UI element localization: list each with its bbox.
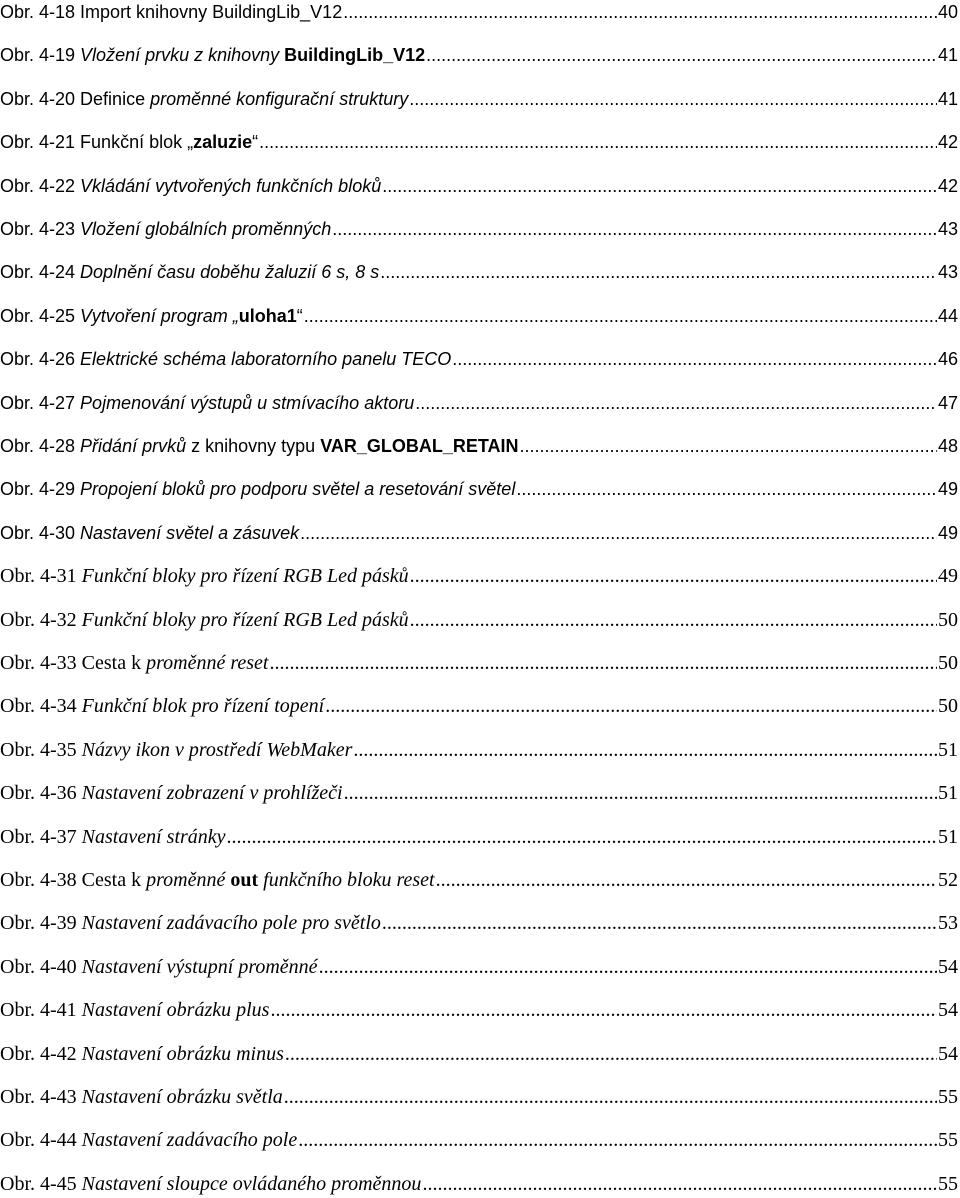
dot-leader: [415, 391, 937, 417]
figure-title-part: funkčního bloku reset: [258, 869, 435, 891]
figure-title-part: Pojmenování výstupů u stmívacího aktoru: [80, 392, 415, 413]
page-number: 49: [937, 522, 958, 543]
dot-leader: [304, 304, 937, 330]
toc-entry[interactable]: [0, 385, 958, 417]
toc-entry-text: [0, 1128, 297, 1154]
figure-title-part: Definice: [80, 88, 151, 109]
figure-title-part: Nastavení stránky: [81, 825, 226, 848]
page-number: 55: [938, 1129, 958, 1152]
toc-entry[interactable]: [0, 298, 958, 330]
toc-entry[interactable]: [0, 992, 958, 1024]
toc-entry-text: [0, 825, 226, 851]
toc-entry-text: [0, 347, 451, 373]
toc-entry-text: [0, 521, 299, 547]
figure-title: [82, 1086, 283, 1108]
figure-title-part: Nastavení zobrazení v prohlížeči: [81, 782, 343, 805]
page-number: 51: [938, 782, 958, 805]
figure-number: Obr. 4-19: [0, 45, 81, 66]
toc-entry[interactable]: [0, 602, 958, 634]
figure-title: [80, 89, 408, 109]
figure-number: Obr. 4-39: [0, 912, 82, 935]
page-number: 55: [938, 1172, 958, 1195]
figure-title: [80, 349, 451, 369]
figure-title-part: out: [230, 869, 259, 891]
figure-title-part: Nastavení obrázku plus: [81, 999, 270, 1022]
figure-number: Obr. 4-38: [0, 869, 82, 891]
figure-title: [80, 393, 414, 413]
dot-leader: [319, 955, 937, 981]
figure-title: [82, 999, 270, 1021]
figure-number: Obr. 4-28: [0, 436, 81, 456]
figure-number: Obr. 4-18: [0, 2, 81, 22]
toc-entry-text: [0, 1042, 284, 1068]
figure-title-part: VAR_GLOBAL_RETAIN: [320, 436, 519, 456]
toc-entry-text: [0, 564, 409, 590]
dot-leader: [270, 998, 937, 1024]
dot-leader: [227, 825, 937, 851]
dot-leader: [516, 477, 937, 503]
figure-title: [82, 565, 409, 587]
figure-title-part: Doplnění času doběhu žaluzií 6 s, 8 s: [80, 262, 380, 283]
figure-number: Obr. 4-31: [0, 565, 82, 588]
figure-title: [80, 306, 303, 326]
figure-number: Obr. 4-34: [0, 695, 82, 718]
figure-number: Obr. 4-23: [0, 219, 81, 239]
page-number: 41: [937, 88, 958, 109]
toc-entry[interactable]: [0, 124, 958, 156]
figure-title: [82, 739, 353, 761]
toc-entry[interactable]: [0, 1079, 958, 1111]
dot-leader: [353, 738, 937, 764]
page-number: 50: [938, 652, 958, 674]
figure-title: [82, 782, 343, 804]
figure-title-part: Přidání prvků: [80, 436, 192, 456]
figure-title-part: Propojení bloků pro podporu světel a resetování světel: [80, 479, 516, 500]
figure-title: [82, 956, 318, 978]
figure-title-part: Nastavení obrázku světla: [81, 1086, 283, 1108]
figure-number: Obr. 4-21: [0, 132, 81, 153]
figure-title-part: Nastavení výstupní proměnné: [81, 955, 318, 978]
figure-title: [82, 652, 269, 674]
figure-title-part: Cesta k: [81, 652, 147, 674]
dot-leader: [452, 347, 937, 373]
page-number: 47: [937, 392, 958, 413]
figure-number: Obr. 4-33: [0, 652, 82, 674]
toc-entry-text: [0, 998, 269, 1024]
figure-title-part: BuildingLib_V12: [284, 45, 426, 66]
page-number: 52: [938, 869, 958, 891]
figure-title-part: Vložení prvku z knihovny: [80, 45, 285, 66]
toc-entry-text: [0, 217, 331, 243]
figure-title-part: Vložení globálních proměnných: [80, 219, 332, 239]
figure-title-part: proměnné reset: [146, 652, 269, 674]
toc-entry[interactable]: [0, 862, 958, 894]
figure-title: [82, 1129, 298, 1151]
figure-title-part: “: [296, 305, 303, 326]
toc-entry-text: [0, 651, 268, 677]
page-number: 51: [938, 825, 958, 848]
toc-entry[interactable]: [0, 949, 958, 981]
page-number: 50: [938, 608, 958, 631]
page-number: 43: [937, 262, 958, 283]
page-number: 42: [937, 132, 958, 153]
page-number: 54: [938, 999, 958, 1022]
dot-leader: [332, 217, 937, 243]
figure-title: [80, 436, 518, 456]
figure-title: [80, 479, 515, 499]
figure-title-part: Elektrické schéma laboratorního panelu TECO: [80, 349, 452, 370]
figure-number: Obr. 4-43: [0, 1086, 82, 1108]
page-number: 54: [938, 955, 958, 978]
toc-entry[interactable]: [0, 732, 958, 764]
figure-title: [80, 523, 299, 543]
figure-title-part: zaluzie: [193, 132, 253, 153]
page-number: 51: [938, 738, 958, 761]
page-number: 40: [937, 2, 958, 22]
figure-number: Obr. 4-42: [0, 1042, 82, 1065]
page-number: 42: [937, 175, 958, 196]
toc-entry-text: [0, 174, 381, 200]
figure-title: [80, 219, 331, 239]
figure-number: Obr. 4-22: [0, 175, 81, 196]
toc-entry-text: [0, 738, 352, 764]
toc-entry[interactable]: [0, 905, 958, 937]
figure-title-part: Nastavení sloupce ovládaného proměnnou: [81, 1172, 422, 1195]
dot-leader: [285, 1042, 937, 1068]
page-number: 48: [937, 436, 958, 456]
figure-title-part: Vkládání vytvořených funkčních bloků: [80, 175, 382, 196]
toc-entry-text: [0, 391, 414, 417]
toc-entry-text: [0, 1172, 421, 1198]
toc-entry-text: [0, 43, 425, 69]
figure-number: Obr. 4-44: [0, 1129, 82, 1152]
figure-number: Obr. 4-24: [0, 262, 81, 283]
figure-title: [80, 2, 342, 22]
figure-title: [82, 826, 226, 848]
figure-title: [82, 695, 325, 717]
figure-number: Obr. 4-32: [0, 608, 82, 631]
figure-number: Obr. 4-20: [0, 88, 81, 109]
figure-number: Obr. 4-40: [0, 955, 82, 978]
figure-number: Obr. 4-29: [0, 479, 81, 500]
figure-title-part: Názvy ikon v prostředí WebMaker: [81, 738, 353, 761]
toc-entry[interactable]: [0, 81, 958, 113]
figure-title-part: Nastavení obrázku minus: [81, 1042, 284, 1065]
toc-entry[interactable]: [0, 688, 958, 720]
figure-title-part: proměnné konfigurační struktury: [150, 88, 409, 109]
dot-leader: [382, 911, 937, 937]
figure-title-part: Funkční blok pro řízení topení: [81, 695, 325, 718]
toc-entry[interactable]: [0, 1122, 958, 1154]
page-number: 44: [937, 305, 958, 326]
dot-leader: [284, 1085, 937, 1111]
figure-number: Obr. 4-36: [0, 782, 82, 805]
toc-entry[interactable]: [0, 254, 958, 286]
figure-title-part: Nastavení zadávacího pole pro světlo: [81, 912, 381, 935]
dot-leader: [298, 1128, 937, 1154]
page-number: 41: [937, 45, 958, 66]
figure-title: [82, 609, 409, 631]
dot-leader: [426, 43, 937, 69]
figure-number: Obr. 4-41: [0, 999, 82, 1022]
dot-leader: [343, 0, 937, 26]
dot-leader: [259, 130, 937, 156]
toc-entry[interactable]: [0, 515, 958, 547]
toc-entry[interactable]: [0, 211, 958, 243]
toc-entry[interactable]: [0, 1036, 958, 1068]
toc-entry-text: [0, 1085, 283, 1111]
dot-leader: [436, 868, 937, 894]
toc-entry-text: [0, 477, 515, 503]
figure-title-part: Nastavení světel a zásuvek: [80, 522, 300, 543]
toc-entry[interactable]: [0, 341, 958, 373]
toc-entry[interactable]: [0, 168, 958, 200]
toc-entry-text: [0, 0, 342, 26]
toc-entry-text: [0, 694, 324, 720]
figure-title: [80, 45, 425, 65]
page-number: 50: [938, 695, 958, 718]
toc-entry[interactable]: [0, 1166, 958, 1198]
figure-title-part: Import knihovny BuildingLib_V12: [80, 2, 343, 22]
dot-leader: [410, 608, 937, 634]
dot-leader: [300, 521, 937, 547]
figure-title: [80, 176, 381, 196]
toc-entry[interactable]: [0, 645, 958, 677]
page-number: 55: [938, 1086, 958, 1108]
toc-entry-text: [0, 911, 381, 937]
toc-entry-text: [0, 304, 303, 330]
page-number: 54: [938, 1042, 958, 1065]
figure-title: [82, 912, 381, 934]
figure-title-part: proměnné: [146, 869, 231, 891]
toc-entry-text: [0, 434, 519, 460]
figure-number: Obr. 4-37: [0, 825, 82, 848]
page-number: 49: [938, 565, 958, 588]
figure-title-part: Nastavení zadávacího pole: [81, 1129, 298, 1152]
figure-title-part: Funkční blok „: [80, 132, 194, 153]
figure-title: [80, 262, 379, 282]
figure-title-part: uloha1: [238, 305, 297, 326]
dot-leader: [344, 781, 937, 807]
page-number: 43: [937, 219, 958, 239]
dot-leader: [410, 564, 937, 590]
toc-entry-text: [0, 781, 343, 807]
figure-title-part: Cesta k: [81, 869, 147, 891]
dot-leader: [380, 260, 937, 286]
page-number: 46: [937, 349, 958, 370]
figure-number: Obr. 4-45: [0, 1172, 82, 1195]
figure-number: Obr. 4-27: [0, 392, 81, 413]
dot-leader: [520, 434, 937, 460]
figure-number: Obr. 4-26: [0, 349, 81, 370]
figure-number: Obr. 4-25: [0, 305, 81, 326]
toc-entry[interactable]: [0, 775, 958, 807]
figure-title-part: Vytvoření program „: [80, 305, 239, 326]
toc-entry-text: [0, 868, 435, 894]
toc-entry-text: [0, 955, 318, 981]
toc-entry[interactable]: [0, 0, 958, 26]
dot-leader: [325, 694, 937, 720]
dot-leader: [422, 1172, 937, 1198]
figure-title: [82, 869, 435, 891]
dot-leader: [409, 87, 937, 113]
dot-leader: [382, 174, 937, 200]
dot-leader: [269, 651, 937, 677]
figure-title-part: “: [252, 132, 259, 153]
toc-entry-text: [0, 87, 408, 113]
figure-title-part: Funkční bloky pro řízení RGB Led pásků: [81, 565, 409, 588]
figure-title-part: Funkční bloky pro řízení RGB Led pásků: [81, 608, 409, 631]
toc-entry[interactable]: [0, 558, 958, 590]
toc-entry[interactable]: [0, 37, 958, 69]
figure-title-part: z knihovny typu: [191, 436, 321, 456]
toc-entry-text: [0, 130, 258, 156]
toc-entry[interactable]: [0, 819, 958, 851]
toc-entry-text: [0, 260, 379, 286]
figure-number: Obr. 4-35: [0, 738, 82, 761]
figure-title: [80, 132, 258, 152]
figure-number: Obr. 4-30: [0, 522, 81, 543]
toc-entry[interactable]: [0, 471, 958, 503]
page-number: 53: [938, 912, 958, 935]
figure-title: [82, 1173, 422, 1195]
toc-entry[interactable]: [0, 428, 958, 460]
page-number: 49: [937, 479, 958, 500]
toc-entry-text: [0, 608, 409, 634]
figure-title: [82, 1043, 284, 1065]
